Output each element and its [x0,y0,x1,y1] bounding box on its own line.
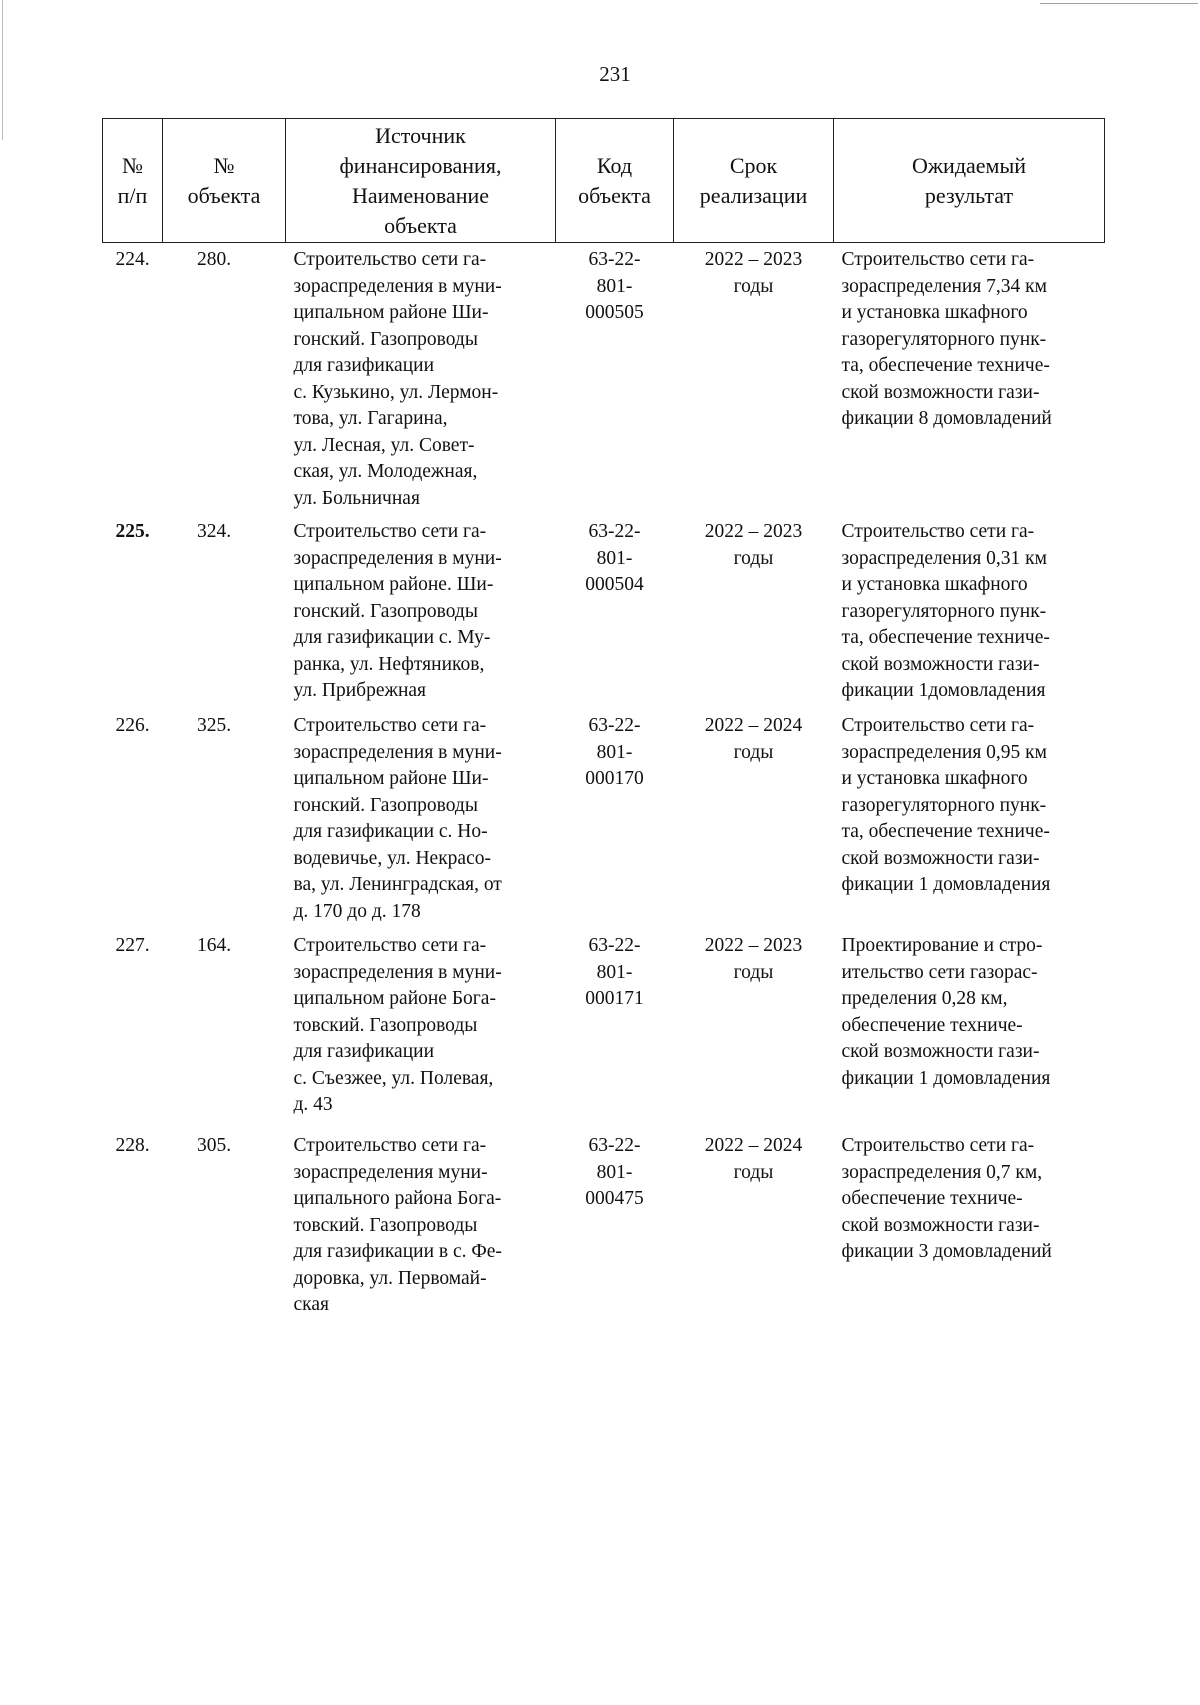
object-number: 164. [196,935,232,956]
expected-result: Строительство сети га- зораспределения 7,34 км и установка шкафного газорегуляторного пунк- та, обеспечение техниче- ской возможности гази- фикации 8 домовладений [841,249,1052,429]
implementation-term: 2022 – 2024 годы [704,1135,803,1183]
object-name: Строительство сети га- зораспределения в муни- ципальном районе Бога- товский. Газопроводы для газификации с. Съезжее, ул. Полевая, д. 43 [293,935,502,1115]
row-number: 224. [115,249,150,270]
scan-artifact-left-line [2,0,3,140]
table-row [103,1129,1105,1319]
header-implementation-term: Срок реализации [674,119,834,243]
object-code: 63-22- 801- 000171 [585,935,644,1009]
header-expected-result: Ожидаемый результат [834,119,1105,243]
table-row [103,515,1105,709]
table-header [103,119,1105,243]
expected-result: Строительство сети га- зораспределения 0,95 км и установка шкафного газорегуляторного пунк- та, обеспечение техниче- ской возможности гази- фикации 1 домовладения [841,715,1051,895]
table-body [103,243,1105,1319]
header-funding-source: Источник финансирования, Наименование объекта [286,119,556,243]
implementation-term: 2022 – 2024 годы [704,715,803,763]
object-code: 63-22- 801- 000475 [585,1135,644,1209]
row-number: 226. [115,715,150,736]
object-code: 63-22- 801- 000504 [585,521,644,595]
expected-result: Строительство сети га- зораспределения 0,31 км и установка шкафного газорегуляторного пунк- та, обеспечение техниче- ской возможности гази- фикации 1домовладения [841,521,1050,701]
header-object-number: № объекта [163,119,286,243]
objects-table [102,118,1105,1319]
object-name: Строительство сети га- зораспределения муни- ципального района Бога- товский. Газопроводы для газификации в с. Фе- доровка, ул. Первомай- ская [293,1135,502,1315]
implementation-term: 2022 – 2023 годы [704,521,803,569]
header-object-code: Код объекта [556,119,674,243]
object-name: Строительство сети га- зораспределения в муни- ципальном районе Ши- гонский. Газопроводы для газификации с. Но- водевичье, ул. Некрасо- ва, ул. Ленинградская, от д. 170 до д. 178 [293,715,502,922]
table-row [103,709,1105,929]
row-number: 225. [115,521,150,542]
row-number: 228. [115,1135,150,1156]
table-row [103,929,1105,1129]
object-number: 305. [196,1135,232,1156]
implementation-term: 2022 – 2023 годы [704,935,803,983]
object-code: 63-22- 801- 000505 [585,249,644,323]
object-name: Строительство сети га- зораспределения в муни- ципальном районе Ши- гонский. Газопроводы для газификации с. Кузькино, ул. Лермон- това, ул. Гагарина, ул. Лесная, ул. Совет- ская, ул. Молодежная, ул. Больничная [293,249,502,509]
header-row-number: № п/п [103,119,163,243]
object-number: 324. [196,521,232,542]
implementation-term: 2022 – 2023 годы [704,249,803,297]
row-number: 227. [115,935,150,956]
expected-result: Проектирование и стро- ительство сети газорас- пределения 0,28 км, обеспечение техниче- ской возможности гази- фикации 1 домовладения [841,935,1051,1089]
object-name: Строительство сети га- зораспределения в муни- ципальном районе. Ши- гонский. Газопроводы для газификации с. Му- ранка, ул. Нефтяников, ул. Прибрежная [293,521,502,701]
object-number: 325. [196,715,232,736]
object-number: 280. [196,249,232,270]
page-number: 231 [599,62,631,86]
scan-artifact-top-line [1040,3,1198,4]
expected-result: Строительство сети га- зораспределения 0,7 км, обеспечение техниче- ской возможности гази- фикации 3 домовладений [841,1135,1052,1262]
table-row [103,243,1105,516]
object-code: 63-22- 801- 000170 [585,715,644,789]
objects-table-wrapper [102,118,1104,1319]
